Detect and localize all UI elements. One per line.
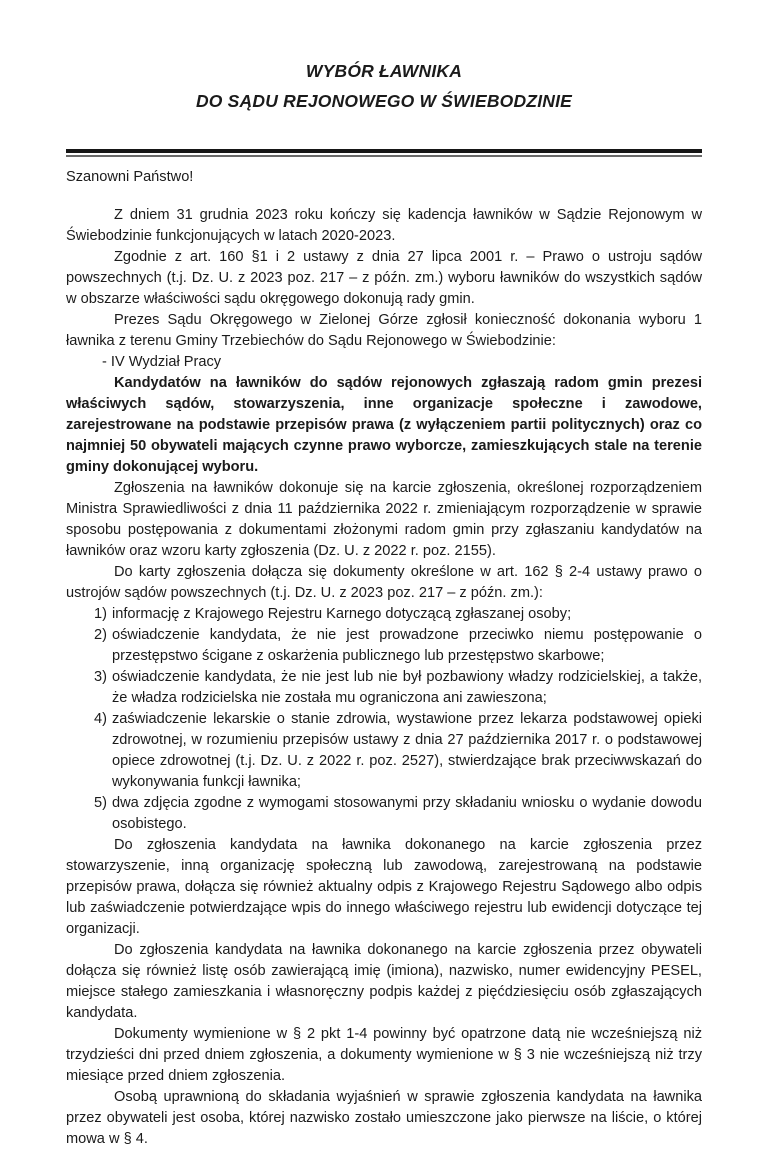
required-documents-list: [66, 604, 702, 835]
list-item-number: 3): [94, 669, 107, 685]
list-item: [66, 604, 702, 625]
document-body: [66, 205, 702, 1150]
paragraph-obywatele: Do zgłoszenia kandydata na ławnika dokonanego na karcie zgłoszenia przez obywateli dołącza się również listę osób zawierającą imię (imiona), nazwisko, numer ewidencyjny PESEL, miejsce stałego zamieszkania i własnoręczny podpis każdej z pięćdziesięciu osób zgłaszających kandydata.: [66, 942, 702, 1021]
list-item-text: oświadczenie kandydata, że nie jest prowadzone przeciwko niemu postępowanie o przestępstwo ścigane z oskarżenia publicznego lub przestępstwo skarbowe;: [112, 627, 702, 664]
paragraph-zgodnie: Zgodnie z art. 160 §1 i 2 ustawy z dnia 27 lipca 2001 r. – Prawo o ustroju sądów powszechnych (t.j. Dz. U. z 2023 poz. 217 – z późn. zm.) wyboru ławników do wszystkich sądów w obszarze właściwości sądu okręgowego dokonują rady gmin.: [66, 249, 702, 307]
list-item-text: oświadczenie kandydata, że nie jest lub nie był pozbawiony władzy rodzicielskiej, a także, że władza rodzicielska nie została mu ograniczona ani zawieszona;: [112, 669, 702, 706]
paragraph-osoba-uprawniona: Osobą uprawnioną do składania wyjaśnień w sprawie zgłoszenia kandydata na ławnika przez obywateli jest osoba, której nazwisko zostało umieszczone jako pierwsze na liście, o której mowa w § 4.: [66, 1089, 702, 1147]
list-item-text: zaświadczenie lekarskie o stanie zdrowia, wystawione przez lekarza podstawowej opieki zdrowotnej, w rozumieniu przepisów ustawy z dnia 27 października 2017 r. o podstawowej opiece zdrowotnej (t.j. Dz. U. z 2022 r. poz. 2527), stwierdzające brak przeciwwskazań do wykonywania funkcji ławnika;: [112, 711, 702, 790]
list-item: [66, 709, 702, 793]
paragraph-do-karty: Do karty zgłoszenia dołącza się dokumenty określone w art. 162 § 2-4 ustawy prawo o ustrojów sądów powszechnych (t.j. Dz. U. z 2023 poz. 217 – z późn. zm.):: [66, 564, 702, 601]
paragraph-kandydaci-bold: Kandydatów na ławników do sądów rejonowych zgłaszają radom gmin prezesi właściwych sądów, stowarzyszenia, inne organizacje społeczne i zawodowe, zarejestrowane na podstawie przepisów prawa (z wyłączeniem partii politycznych) oraz co najmniej 50 obywateli mających czynne prawo wyborcze, zamieszkujących stale na terenie gminy dokonującej wyboru.: [66, 375, 702, 475]
horizontal-double-rule: [66, 149, 702, 157]
salutation: Szanowni Państwo!: [66, 169, 194, 185]
document-title: [66, 56, 702, 116]
list-item-number: 2): [94, 627, 107, 643]
title-line-1: WYBÓR ŁAWNIKA: [305, 61, 463, 81]
paragraph-dokumenty: Dokumenty wymienione w § 2 pkt 1-4 powinny być opatrzone datą nie wcześniejszą niż trzydzieści dni przed dniem zgłoszenia, a dokumenty wymienione w § 3 nie wcześniejszą niż trzy miesiące przed dniem zgłoszenia.: [66, 1026, 702, 1084]
list-item: [66, 793, 702, 835]
list-item-number: 5): [94, 795, 107, 811]
list-item-text: informację z Krajowego Rejestru Karnego dotyczącą zgłaszanej osoby;: [112, 606, 572, 622]
paragraph-zgloszenia: Zgłoszenia na ławników dokonuje się na karcie zgłoszenia, określonej rozporządzeniem Ministra Sprawiedliwości z dnia 11 października 2022 r. zmieniającym rozporządzenie w sprawie sposobu postępowania z dokumentami złożonymi radom gmin przy zgłaszaniu kandydatów na ławników oraz wzoru karty zgłoszenia (Dz. U. z 2022 r. poz. 2155).: [66, 480, 702, 559]
paragraph-kadencja: Z dniem 31 grudnia 2023 roku kończy się kadencja ławników w Sądzie Rejonowym w Świebodzinie funkcjonujących w latach 2020-2023.: [66, 207, 702, 244]
list-item-text: dwa zdjęcia zgodne z wymogami stosowanymi przy składaniu wniosku o wydanie dowodu osobistego.: [112, 795, 702, 832]
list-item: [66, 667, 702, 709]
paragraph-stowarzyszenie: Do zgłoszenia kandydata na ławnika dokonanego na karcie zgłoszenia przez stowarzyszenie, inną organizację społeczną lub zawodową, zarejestrowaną na podstawie przepisów prawa, dołącza się również aktualny odpis z Krajowego Rejestru Sądowego albo odpis lub zaświadczenie potwierdzające wpis do innego właściwego rejestru lub ewidencji dotyczące tej organizacji.: [66, 837, 702, 937]
line-wydzial-pracy: - IV Wydział Pracy: [102, 354, 222, 370]
paragraph-prezes: Prezes Sądu Okręgowego w Zielonej Górze zgłosił konieczność dokonania wyboru 1 ławnika z terenu Gminy Trzebiechów do Sądu Rejonowego w Świebodzinie:: [66, 312, 702, 349]
list-item: [66, 625, 702, 667]
title-line-2: DO SĄDU REJONOWEGO W ŚWIEBODZINIE: [195, 91, 573, 111]
list-item-number: 4): [94, 711, 107, 727]
list-item-number: 1): [94, 606, 107, 622]
